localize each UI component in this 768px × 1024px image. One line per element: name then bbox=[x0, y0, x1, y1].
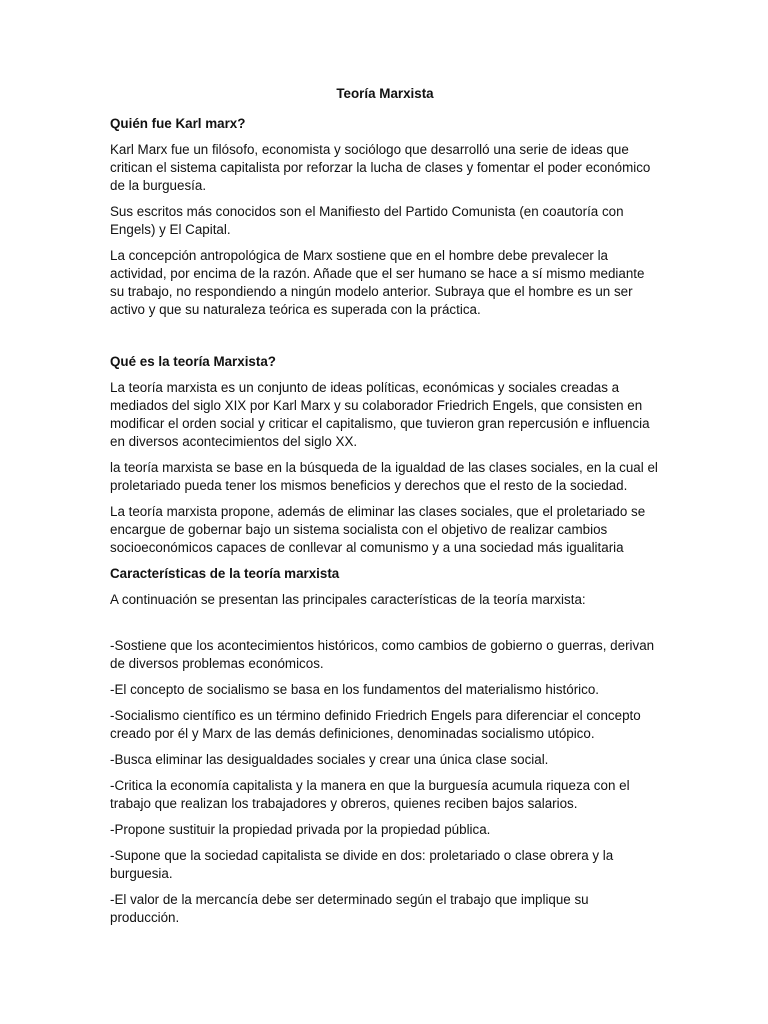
section-heading-characteristics: Características de la teoría marxista bbox=[110, 566, 340, 581]
list-item: -Supone que la sociedad capitalista se divide en dos: proletariado o clase obrera y la burguesia. bbox=[110, 848, 614, 881]
paragraph: La teoría marxista es un conjunto de ideas políticas, económicas y sociales creadas a mediados del siglo XIX por Karl Marx y su colaborador Friedrich Engels, que consisten en modificar el orden social y criticar el capitalismo, que tuvieron gran repercusión e influencia en diversos acontecimientos del siglo XX. bbox=[110, 380, 650, 449]
spacer bbox=[110, 327, 660, 353]
section-heading-who-was-marx: Quién fue Karl marx? bbox=[110, 116, 246, 131]
list-item: -El valor de la mercancía debe ser determinado según el trabajo que implique su producción. bbox=[110, 892, 589, 925]
list-item: -Propone sustituir la propiedad privada por la propiedad pública. bbox=[110, 822, 491, 837]
paragraph: Karl Marx fue un filósofo, economista y sociólogo que desarrolló una serie de ideas que critican el sistema capitalista por reforzar la lucha de clases y fomentar el poder económico de la burguesía. bbox=[110, 142, 651, 193]
section-heading-what-is-marxist-theory: Qué es la teoría Marxista? bbox=[110, 354, 276, 369]
paragraph: la teoría marxista se base en la búsqueda de la igualdad de las clases sociales, en la cual el proletariado pueda tener los mismos beneficios y derechos que el resto de la sociedad. bbox=[110, 460, 658, 493]
paragraph: La teoría marxista propone, además de eliminar las clases sociales, que el proletariado se encargue de gobernar bajo un sistema socialista con el objetivo de realizar cambios socioeconómicos capaces de conllevar al comunismo y a una sociedad más igualitaria bbox=[110, 504, 646, 555]
list-item: -Busca eliminar las desigualdades sociales y crear una única clase social. bbox=[110, 752, 549, 767]
list-item: -El concepto de socialismo se basa en los fundamentos del materialismo histórico. bbox=[110, 682, 600, 697]
spacer bbox=[110, 617, 660, 637]
list-item: -Sostiene que los acontecimientos históricos, como cambios de gobierno o guerras, derivan de diversos problemas económicos. bbox=[110, 638, 655, 671]
paragraph: La concepción antropológica de Marx sostiene que en el hombre debe prevalecer la actividad, por encima de la razón. Añade que el ser humano se hace a sí mismo mediante su trabajo, no respondiendo a ningún modelo anterior. Subraya que el hombre es un ser activo y que su naturaleza teórica es superada con la práctica. bbox=[110, 248, 645, 317]
document-title: Teoría Marxista bbox=[336, 86, 434, 101]
document-page bbox=[110, 85, 660, 935]
section-intro: A continuación se presentan las principales características de la teoría marxista: bbox=[110, 592, 586, 607]
list-item: -Critica la economía capitalista y la manera en que la burguesía acumula riqueza con el trabajo que realizan los trabajadores y obreros, quienes reciben bajos salarios. bbox=[110, 778, 630, 811]
list-item: -Socialismo científico es un término definido Friedrich Engels para diferenciar el concepto creado por él y Marx de las demás definiciones, denominadas socialismo utópico. bbox=[110, 708, 641, 741]
paragraph: Sus escritos más conocidos son el Manifiesto del Partido Comunista (en coautoría con Engels) y El Capital. bbox=[110, 204, 624, 237]
